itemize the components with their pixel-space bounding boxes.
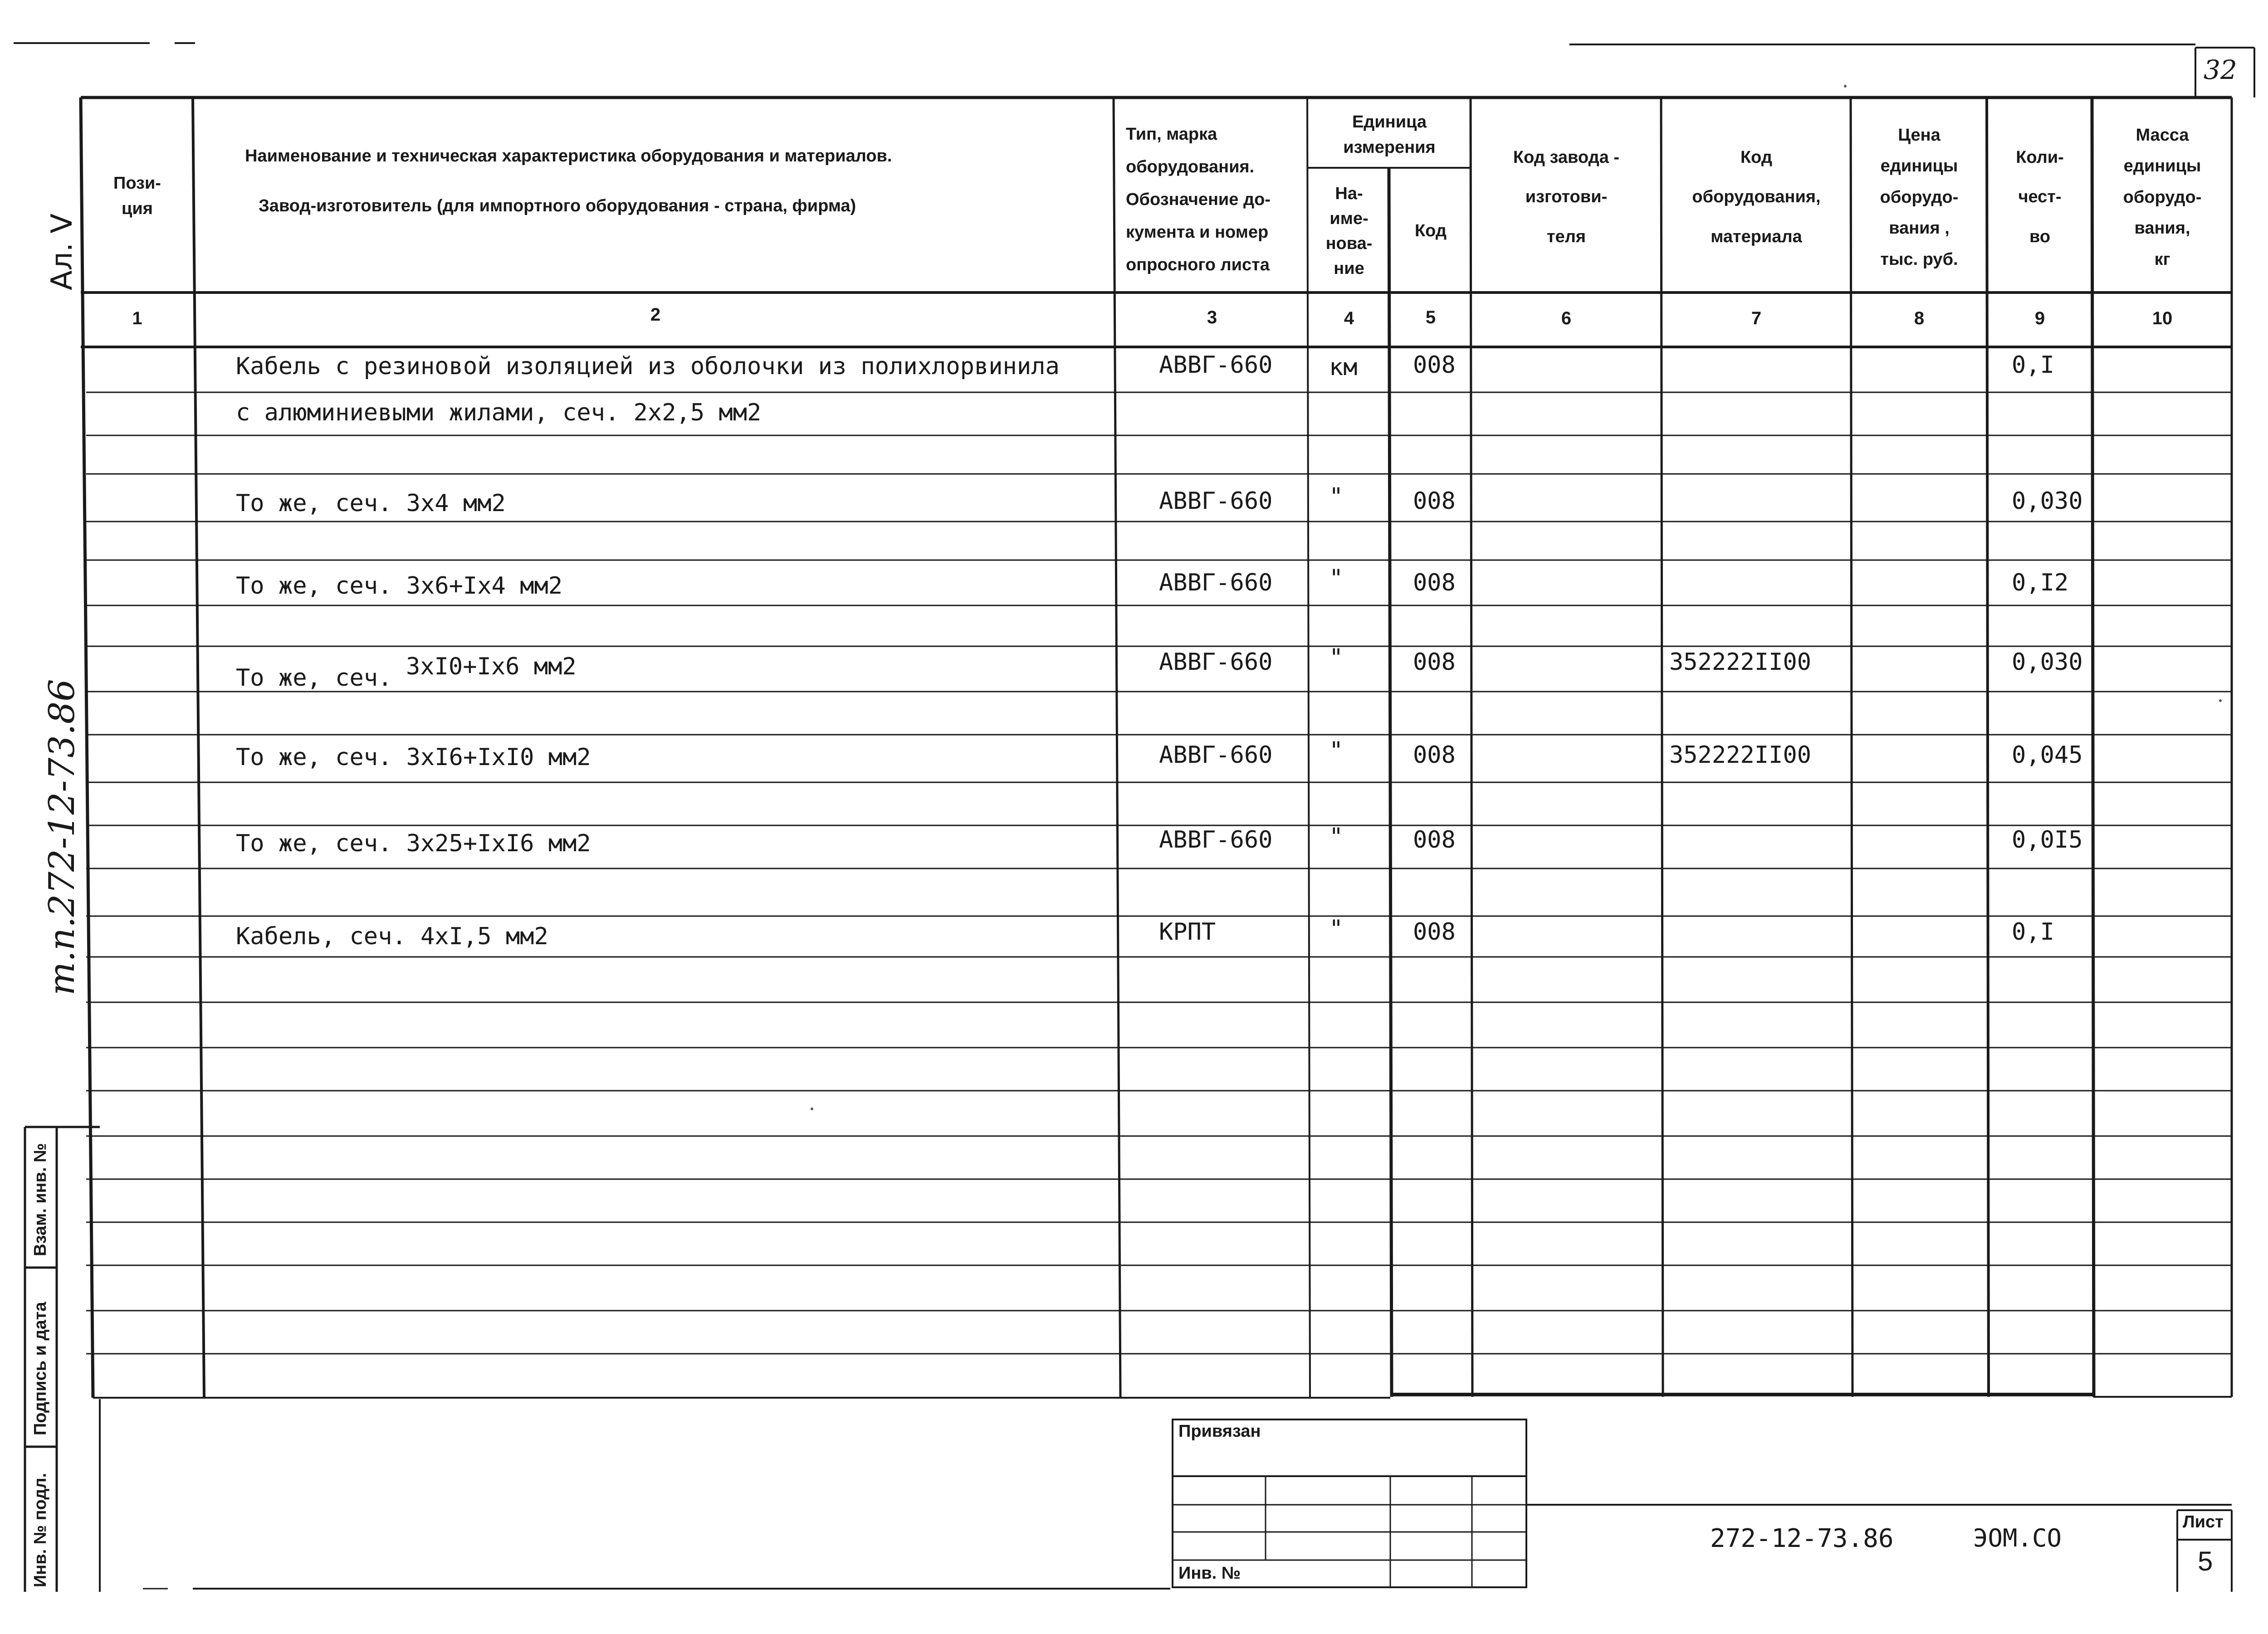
table-row-name-prefix: То же, сеч. [236, 664, 392, 692]
header-unit: Единица измерения [1343, 112, 1436, 157]
margin-mark: Ал. V [45, 213, 79, 290]
doc-suffix: ЭОМ.СО [1973, 1524, 2062, 1552]
table-row-name-suffix: 3хI0+Iх6 мм2 [406, 653, 577, 680]
table-row-unit: " [1329, 565, 1344, 592]
table-row-qty: 0,I2 [2012, 569, 2069, 596]
table-row-name: Кабель, сеч. 4хI,5 мм2 [236, 923, 548, 950]
side-stamp-inv-podl: Инв. № подл. [31, 1473, 50, 1587]
table-row-type: АВВГ-660 [1159, 649, 1273, 676]
table-row-qty: 0,030 [2012, 649, 2083, 676]
column-number-10: 10 [2152, 308, 2173, 328]
table-row-name: с алюминиевыми жилами, сеч. 2х2,5 мм2 [236, 399, 762, 426]
table-row-name: То же, сеч. 3х4 мм2 [236, 490, 506, 517]
table-row-name: То же, сеч. 3х25+IхI6 мм2 [236, 830, 591, 857]
column-number-4: 4 [1344, 308, 1354, 328]
header-manufacturer-code: Код завода - изготови- теля [1513, 147, 1620, 246]
header-position: Пози- ция [113, 174, 161, 218]
margin-handwritten-code: т.п.272-12-73.86 [42, 679, 83, 995]
table-row-type: АВВГ-660 [1159, 351, 1273, 379]
table-row-code: 008 [1413, 826, 1456, 854]
header-name-line2: Завод-изготовитель (для импортного оборудования - страна, фирма) [259, 196, 856, 216]
table-row-qty: 0,030 [2012, 488, 2083, 515]
side-stamp-podpis: Подпись и дата [31, 1302, 50, 1435]
table-row-type: АВВГ-660 [1159, 826, 1273, 854]
table-row-name: Кабель с резиновой изоляцией из оболочки из полихлорвинила [236, 353, 1060, 380]
table-row-unit: " [1329, 915, 1344, 942]
table-row-code: 008 [1413, 569, 1456, 596]
table-row-name: То же, сеч. 3х6+Iх4 мм2 [236, 572, 563, 600]
header-type: Тип, марка оборудования. Обозначение до- кумента и номер опросного листа [1126, 124, 1271, 275]
column-number-8: 8 [1914, 308, 1925, 328]
table-row-unit: " [1329, 483, 1344, 510]
table-row-unit: км [1329, 354, 1358, 381]
header-name-line1: Наименование и техническая характеристика оборудования и материалов. [245, 146, 892, 166]
header-mass: Масса единицы оборудо- вания, кг [2123, 126, 2202, 269]
table-row-qty: 0,I [2012, 351, 2054, 379]
table-row-equip-code: 352222II00 [1669, 649, 1812, 676]
table-row-unit: " [1329, 644, 1344, 671]
header-unit-name: На- име- нова- ние [1325, 184, 1373, 278]
side-stamp-vzam: Взам. инв. № [31, 1143, 50, 1256]
table-row-type: КРПТ [1159, 918, 1216, 946]
table-row-code: 008 [1413, 918, 1456, 946]
column-number-7: 7 [1751, 308, 1762, 328]
column-number-5: 5 [1425, 307, 1436, 327]
inv-no-label: Инв. № [1178, 1564, 1241, 1583]
table-row-name: То же, сеч. 3хI6+IхI0 мм2 [236, 744, 591, 771]
table-row-unit: " [1329, 737, 1344, 764]
table-row-type: АВВГ-660 [1159, 741, 1273, 769]
table-row-qty: 0,045 [2012, 741, 2083, 769]
table-row-qty: 0,I [2012, 918, 2054, 946]
column-number-1: 1 [132, 308, 142, 328]
list-label: Лист [2183, 1512, 2224, 1532]
header-equipment-code: Код оборудования, материала [1692, 147, 1821, 246]
table-row-code: 008 [1413, 649, 1456, 676]
table-row-code: 008 [1413, 488, 1456, 515]
table-row-type: АВВГ-660 [1159, 488, 1273, 515]
table-row-unit: " [1329, 823, 1344, 850]
column-number-9: 9 [2034, 308, 2045, 328]
header-price: Цена единицы оборудо- вания , тыс. руб. [1880, 126, 1959, 269]
table-row-type: АВВГ-660 [1159, 569, 1273, 596]
header-quantity: Коли- чест- во [2016, 147, 2064, 246]
doc-code: 272-12-73.86 [1710, 1524, 1894, 1553]
column-number-2: 2 [650, 305, 661, 325]
list-number: 5 [2198, 1546, 2213, 1576]
header-unit-code: Код [1414, 221, 1447, 241]
column-number-3: 3 [1207, 307, 1217, 327]
privyazan-label: Привязан [1178, 1422, 1261, 1441]
sheet-corner-number: 32 [2204, 54, 2237, 85]
table-row-equip-code: 352222II00 [1669, 741, 1812, 769]
table-row-code: 008 [1413, 741, 1456, 769]
table-row-qty: 0,0I5 [2012, 826, 2083, 854]
column-number-6: 6 [1561, 308, 1572, 328]
table-row-code: 008 [1413, 351, 1456, 379]
